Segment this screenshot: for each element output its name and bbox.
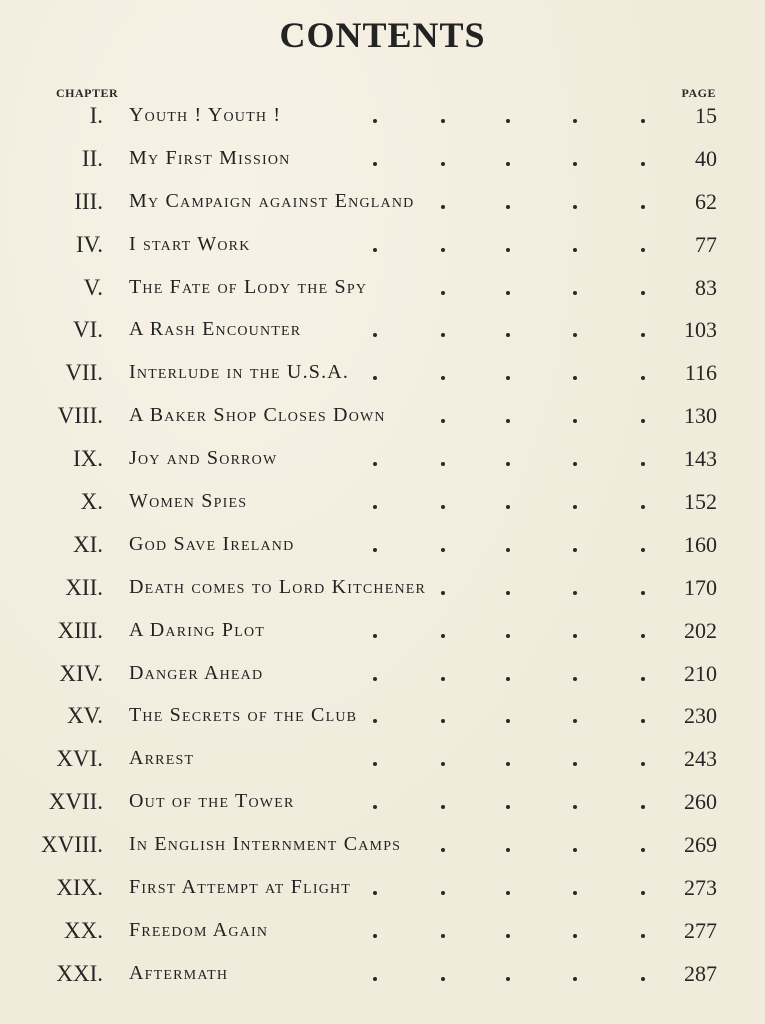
leader-dot bbox=[506, 634, 510, 638]
leader-dot bbox=[641, 505, 645, 509]
toc-entry bbox=[0, 267, 765, 310]
chapter-title: In English Internment Camps bbox=[129, 833, 402, 856]
chapter-number: III. bbox=[74, 188, 103, 214]
leader-dot bbox=[573, 719, 577, 723]
toc-entry bbox=[0, 395, 765, 438]
leader-dot bbox=[373, 248, 377, 252]
toc-entry bbox=[0, 653, 765, 696]
table-of-contents bbox=[0, 95, 765, 996]
page-number: 116 bbox=[684, 360, 717, 386]
leader-dot bbox=[441, 891, 445, 895]
page-number: 83 bbox=[695, 274, 717, 300]
leader-dot bbox=[441, 805, 445, 809]
leader-dot bbox=[441, 462, 445, 466]
leader-dot bbox=[373, 162, 377, 166]
chapter-number: XVI. bbox=[56, 746, 103, 772]
leader-dot bbox=[506, 248, 510, 252]
toc-entry bbox=[0, 567, 765, 610]
toc-entry bbox=[0, 867, 765, 910]
chapter-number: XIV. bbox=[59, 660, 103, 686]
page-number: 269 bbox=[684, 832, 717, 858]
chapter-title: Women Spies bbox=[129, 490, 248, 513]
leader-dot bbox=[506, 848, 510, 852]
page-number: 62 bbox=[695, 188, 717, 214]
leader-dot bbox=[506, 762, 510, 766]
leader-dot bbox=[573, 248, 577, 252]
page-number: 152 bbox=[684, 489, 717, 515]
toc-entry bbox=[0, 438, 765, 481]
leader-dot bbox=[573, 891, 577, 895]
page-title: CONTENTS bbox=[279, 15, 486, 55]
chapter-number: XVII. bbox=[48, 789, 103, 815]
leader-dot bbox=[641, 934, 645, 938]
leader-dot bbox=[641, 462, 645, 466]
leader-dot bbox=[441, 376, 445, 380]
chapter-title: A Baker Shop Closes Down bbox=[129, 404, 386, 427]
chapter-number: I. bbox=[89, 103, 103, 128]
chapter-number: XXI. bbox=[56, 960, 103, 986]
leader-dot bbox=[641, 805, 645, 809]
leader-dot bbox=[441, 548, 445, 552]
leader-dot bbox=[506, 376, 510, 380]
leader-dot bbox=[506, 291, 510, 295]
leader-dot bbox=[573, 419, 577, 423]
toc-entry bbox=[0, 95, 765, 138]
chapter-number: XII. bbox=[65, 574, 103, 600]
chapter-column-header: CHAPTER bbox=[56, 86, 119, 100]
leader-dot bbox=[373, 505, 377, 509]
leader-dot bbox=[441, 291, 445, 295]
toc-entry bbox=[0, 824, 765, 867]
toc-entry bbox=[0, 524, 765, 567]
chapter-title: Arrest bbox=[129, 747, 195, 770]
leader-dot bbox=[373, 634, 377, 638]
leader-dot bbox=[573, 977, 577, 981]
leader-dot bbox=[373, 934, 377, 938]
leader-dot bbox=[506, 805, 510, 809]
leader-dot bbox=[641, 248, 645, 252]
chapter-number: II. bbox=[81, 145, 103, 171]
chapter-title: Danger Ahead bbox=[129, 661, 264, 684]
leader-dot bbox=[641, 719, 645, 723]
chapter-number: IX. bbox=[72, 446, 103, 472]
toc-entry bbox=[0, 481, 765, 524]
toc-entry bbox=[0, 610, 765, 653]
leader-dot bbox=[373, 333, 377, 337]
page-number: 77 bbox=[695, 231, 717, 257]
leader-dot bbox=[573, 462, 577, 466]
chapter-title: Interlude in the U.S.A. bbox=[129, 361, 350, 384]
toc-entry bbox=[0, 738, 765, 781]
chapter-title: Youth ! Youth ! bbox=[129, 104, 282, 126]
leader-dot bbox=[441, 162, 445, 166]
leader-dot bbox=[641, 634, 645, 638]
chapter-title: I start Work bbox=[129, 232, 251, 255]
leader-dot bbox=[506, 548, 510, 552]
page-number: 243 bbox=[684, 746, 717, 772]
leader-dot bbox=[373, 376, 377, 380]
page-number: 160 bbox=[684, 531, 717, 557]
leader-dot bbox=[641, 419, 645, 423]
leader-dot bbox=[506, 419, 510, 423]
leader-dot bbox=[573, 805, 577, 809]
chapter-number: XX. bbox=[64, 917, 103, 943]
page-number: 103 bbox=[684, 317, 717, 343]
leader-dot bbox=[641, 848, 645, 852]
leader-dot bbox=[373, 677, 377, 681]
chapter-title: The Secrets of the Club bbox=[129, 704, 358, 727]
page-column-header: PAGE bbox=[681, 86, 716, 100]
chapter-title: Aftermath bbox=[129, 961, 229, 984]
leader-dot bbox=[506, 505, 510, 509]
leader-dot bbox=[373, 891, 377, 895]
leader-dot bbox=[573, 291, 577, 295]
leader-dot bbox=[641, 333, 645, 337]
chapter-title: Death comes to Lord Kitchener bbox=[129, 575, 427, 598]
page-number: 210 bbox=[684, 660, 717, 686]
leader-dot bbox=[641, 548, 645, 552]
chapter-number: IV. bbox=[75, 231, 103, 257]
leader-dot bbox=[573, 333, 577, 337]
leader-dot bbox=[573, 376, 577, 380]
chapter-title: God Save Ireland bbox=[129, 532, 295, 555]
chapter-title: Freedom Again bbox=[129, 918, 269, 941]
leader-dot bbox=[573, 677, 577, 681]
toc-entry bbox=[0, 352, 765, 395]
toc-entry bbox=[0, 781, 765, 824]
leader-dot bbox=[573, 848, 577, 852]
leader-dot bbox=[441, 419, 445, 423]
leader-dot bbox=[641, 591, 645, 595]
dot-leader bbox=[129, 743, 653, 773]
chapter-title: My Campaign against England bbox=[129, 189, 415, 212]
leader-dot bbox=[373, 719, 377, 723]
leader-dot bbox=[573, 634, 577, 638]
leader-dot bbox=[441, 848, 445, 852]
leader-dot bbox=[573, 591, 577, 595]
toc-entry bbox=[0, 910, 765, 953]
chapter-title: A Daring Plot bbox=[129, 618, 266, 641]
page-number: 143 bbox=[684, 446, 717, 472]
leader-dot bbox=[641, 162, 645, 166]
leader-dot bbox=[441, 119, 445, 123]
leader-dot bbox=[641, 205, 645, 209]
leader-dot bbox=[506, 462, 510, 466]
leader-dot bbox=[441, 762, 445, 766]
leader-dot bbox=[441, 934, 445, 938]
leader-dot bbox=[506, 591, 510, 595]
chapter-number: XIX. bbox=[56, 875, 103, 901]
leader-dot bbox=[441, 205, 445, 209]
leader-dot bbox=[573, 934, 577, 938]
leader-dot bbox=[641, 376, 645, 380]
toc-entry bbox=[0, 953, 765, 996]
chapter-title: Out of the Tower bbox=[129, 790, 295, 813]
page-number: 15 bbox=[695, 103, 717, 128]
leader-dot bbox=[373, 762, 377, 766]
leader-dot bbox=[506, 162, 510, 166]
chapter-number: VIII. bbox=[57, 403, 103, 429]
leader-dot bbox=[573, 205, 577, 209]
page-number: 287 bbox=[684, 960, 717, 986]
chapter-number: VII. bbox=[65, 360, 103, 386]
toc-entry bbox=[0, 138, 765, 181]
leader-dot bbox=[373, 805, 377, 809]
leader-dot bbox=[441, 634, 445, 638]
page-number: 230 bbox=[684, 703, 717, 729]
page-number: 170 bbox=[684, 574, 717, 600]
leader-dot bbox=[373, 977, 377, 981]
leader-dot bbox=[373, 462, 377, 466]
leader-dot bbox=[506, 977, 510, 981]
chapter-number: XV. bbox=[66, 703, 103, 729]
leader-dot bbox=[506, 719, 510, 723]
leader-dot bbox=[506, 119, 510, 123]
chapter-title: A Rash Encounter bbox=[129, 318, 302, 341]
leader-dot bbox=[441, 333, 445, 337]
leader-dot bbox=[641, 762, 645, 766]
page-number: 130 bbox=[684, 403, 717, 429]
leader-dot bbox=[641, 119, 645, 123]
chapter-number: XI. bbox=[72, 531, 103, 557]
leader-dot bbox=[506, 205, 510, 209]
chapter-number: XIII. bbox=[57, 617, 103, 643]
chapter-number: X. bbox=[80, 489, 103, 515]
leader-dot bbox=[373, 548, 377, 552]
leader-dot bbox=[506, 333, 510, 337]
leader-dot bbox=[441, 505, 445, 509]
leader-dot bbox=[573, 762, 577, 766]
leader-dot bbox=[441, 248, 445, 252]
chapter-title: First Attempt at Flight bbox=[129, 876, 352, 899]
chapter-title: The Fate of Lody the Spy bbox=[129, 275, 368, 298]
leader-dot bbox=[573, 162, 577, 166]
chapter-number: V. bbox=[83, 274, 103, 300]
leader-dot bbox=[441, 591, 445, 595]
chapter-title: My First Mission bbox=[129, 146, 291, 169]
leader-dot bbox=[506, 934, 510, 938]
leader-dot bbox=[641, 677, 645, 681]
page-number: 260 bbox=[684, 789, 717, 815]
page-number: 202 bbox=[684, 617, 717, 643]
leader-dot bbox=[573, 119, 577, 123]
chapter-number: VI. bbox=[72, 317, 103, 343]
leader-dot bbox=[373, 119, 377, 123]
page-number: 277 bbox=[684, 917, 717, 943]
leader-dot bbox=[506, 677, 510, 681]
leader-dot bbox=[573, 505, 577, 509]
leader-dot bbox=[441, 677, 445, 681]
toc-entry bbox=[0, 224, 765, 267]
leader-dot bbox=[573, 548, 577, 552]
leader-dot bbox=[441, 977, 445, 981]
toc-entry bbox=[0, 695, 765, 738]
page-number: 273 bbox=[684, 875, 717, 901]
toc-entry bbox=[0, 309, 765, 352]
chapter-title: Joy and Sorrow bbox=[129, 447, 278, 470]
leader-dot bbox=[641, 291, 645, 295]
leader-dot bbox=[441, 719, 445, 723]
leader-dot bbox=[641, 977, 645, 981]
chapter-number: XVIII. bbox=[41, 832, 103, 858]
page-number: 40 bbox=[695, 145, 717, 171]
leader-dot bbox=[506, 891, 510, 895]
toc-entry bbox=[0, 181, 765, 224]
leader-dot bbox=[641, 891, 645, 895]
